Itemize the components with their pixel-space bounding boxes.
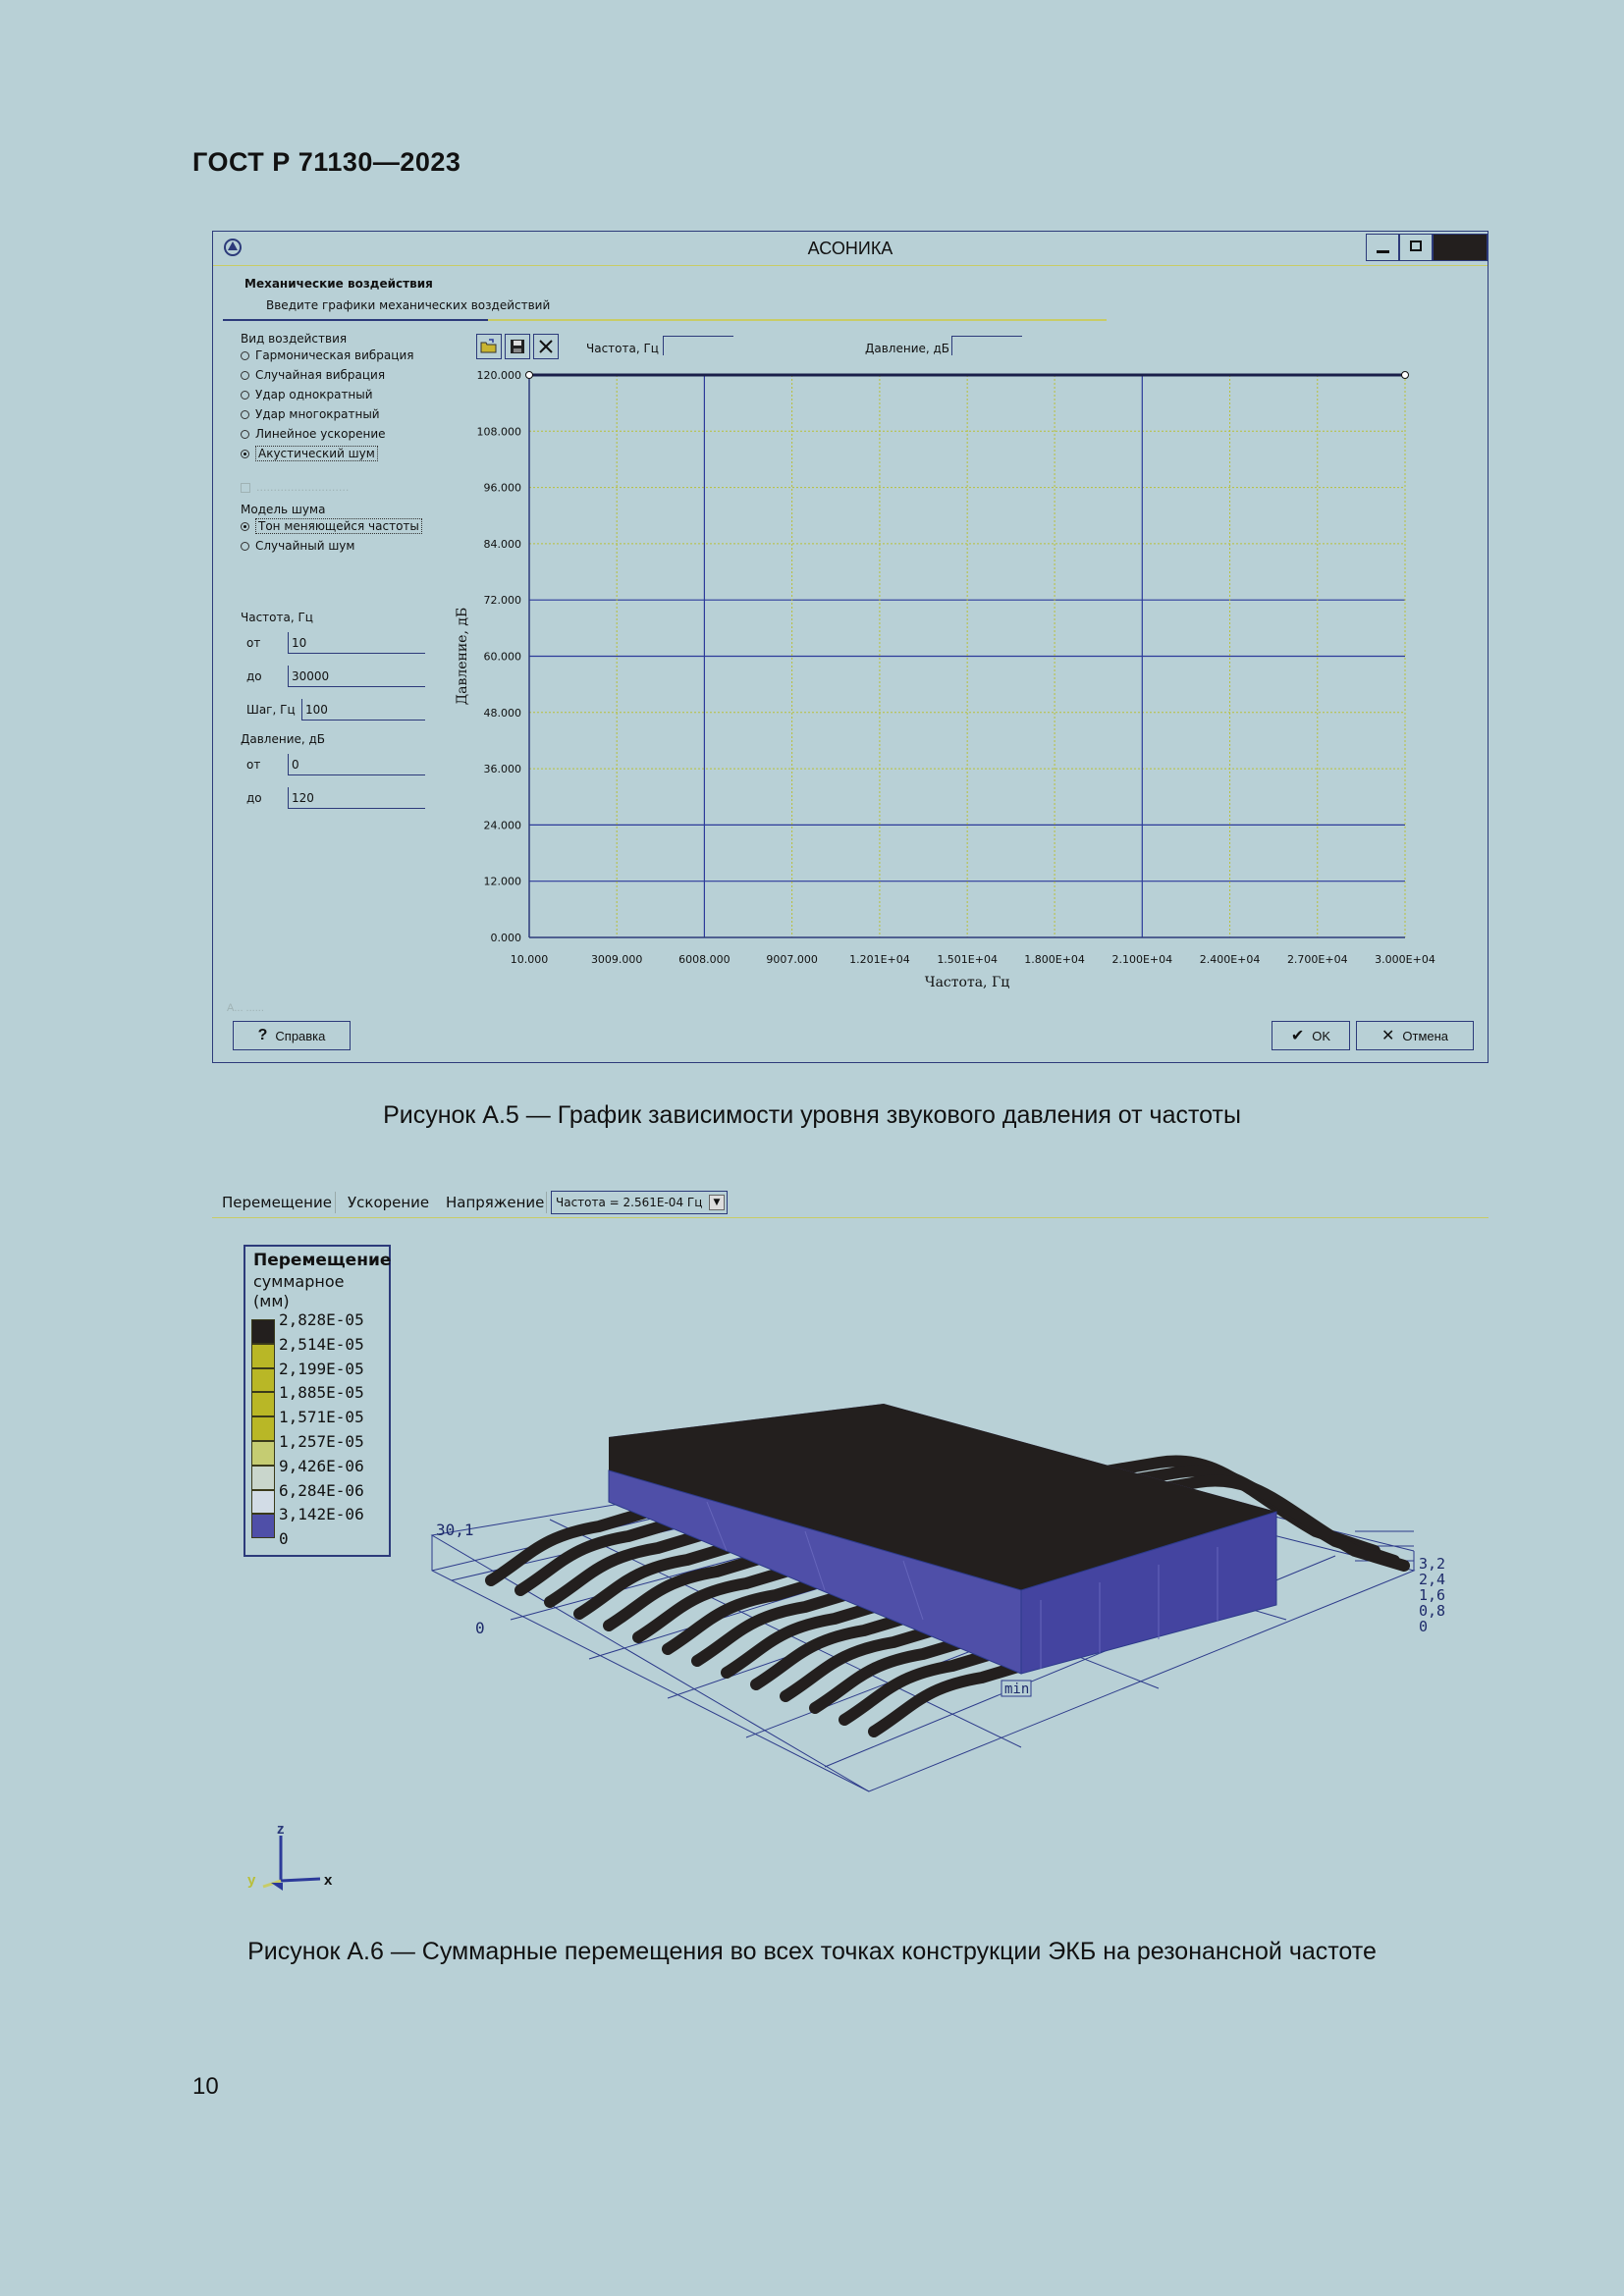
freq-point-input[interactable] [663, 336, 733, 355]
open-button[interactable] [476, 334, 502, 359]
chart-toolbar [476, 334, 559, 359]
x-tick-label: 1.800E+04 [1024, 953, 1085, 966]
y-tick-label: 96.000 [483, 481, 521, 495]
noise-model-radio-label: Тон меняющейся частоты [255, 518, 422, 534]
freq-to-row [241, 664, 425, 689]
pressure-point-input[interactable] [951, 336, 1022, 355]
freq-step-row [241, 697, 425, 722]
disabled-checkbox [241, 483, 250, 493]
freq-from-label: от [246, 636, 261, 650]
x-tick-label: 6008.000 [678, 953, 731, 966]
legend-swatch [251, 1441, 275, 1466]
legend-value: 1,571E-05 [279, 1408, 364, 1427]
component-body [609, 1404, 1276, 1674]
freq-from-input[interactable]: 10 [288, 632, 425, 654]
section-divider [223, 319, 1107, 321]
pressure-frequency-chart [449, 365, 1482, 993]
freq-point-label: Частота, Гц [586, 342, 659, 355]
pressure-to-label: до [246, 791, 262, 805]
frequency-select[interactable] [551, 1191, 728, 1214]
delete-icon [538, 339, 554, 354]
tab-separator [335, 1192, 336, 1213]
disabled-checkbox-row [241, 481, 349, 494]
right-scale-label: 0 [1419, 1618, 1429, 1635]
min-marker: min [1004, 1682, 1030, 1697]
displacement-legend [244, 1245, 391, 1557]
legend-swatch [251, 1319, 275, 1344]
close-button[interactable] [1433, 234, 1488, 261]
legend-value: 1,257E-05 [279, 1432, 364, 1451]
freq-from-row [241, 630, 425, 656]
freq-to-input[interactable]: 30000 [288, 666, 425, 687]
noise-model-radio-label: Случайный шум [255, 539, 355, 553]
impact-type-radio[interactable] [241, 365, 413, 385]
frequency-group [241, 611, 425, 722]
delete-button[interactable] [533, 334, 559, 359]
noise-model-radio[interactable] [241, 516, 422, 536]
ok-button[interactable] [1272, 1021, 1350, 1050]
status-text: А... ...... [227, 1002, 264, 1014]
ok-button-label: OK [1312, 1028, 1331, 1043]
impact-type-radio[interactable] [241, 444, 413, 463]
legend-swatch [251, 1392, 275, 1416]
legend-value: 3,142E-06 [279, 1505, 364, 1524]
pressure-label: Давление, дБ [241, 732, 326, 746]
freq-step-input[interactable]: 100 [301, 699, 425, 721]
legend-swatch [251, 1416, 275, 1441]
legend-entry [251, 1529, 289, 1563]
impact-type-options [241, 346, 413, 463]
open-folder-icon [480, 339, 498, 354]
disabled-checkbox-label: ........................... [256, 481, 350, 494]
legend-value: 6,284E-06 [279, 1480, 364, 1500]
impact-type-radio-label: Удар однократный [255, 388, 373, 401]
noise-model-label: Модель шума [241, 503, 326, 516]
legend-units: (мм) [253, 1292, 290, 1310]
legend-value: 0 [279, 1529, 289, 1549]
cancel-button[interactable] [1356, 1021, 1474, 1050]
legend-value: 2,828E-05 [279, 1310, 364, 1329]
right-scale-label: 2,4 [1419, 1571, 1446, 1588]
impact-type-label: Вид воздействия [241, 332, 348, 346]
minimize-icon [1377, 250, 1389, 253]
y-tick-label: 60.000 [483, 650, 521, 664]
legend-swatch [251, 1466, 275, 1490]
y-tick-label: 36.000 [483, 763, 521, 776]
legend-title: Перемещение [253, 1251, 392, 1270]
section-subtitle: Введите графики механических воздействий [266, 298, 551, 312]
save-button[interactable] [505, 334, 530, 359]
axis-triad-icon [242, 1822, 359, 1900]
section-title: Механические воздействия [244, 277, 433, 291]
maximize-icon [1410, 240, 1422, 251]
triad-z-label: z [277, 1822, 285, 1838]
cancel-button-label: Отмена [1402, 1028, 1449, 1043]
series-point[interactable] [1402, 372, 1409, 379]
x-tick-label: 3009.000 [590, 953, 643, 966]
cancel-icon: ✕ [1380, 1028, 1395, 1044]
triad-x-label: x [324, 1872, 333, 1889]
legend-value: 1,885E-05 [279, 1383, 364, 1403]
radio-button-icon[interactable] [241, 522, 249, 531]
figure-a5-caption: Рисунок А.5 — График зависимости уровня звукового давления от частоты [383, 1101, 1241, 1129]
x-tick-label: 10.000 [510, 953, 549, 966]
tab-acceleration[interactable]: Ускорение [348, 1194, 430, 1211]
y-tick-label: 12.000 [483, 875, 521, 888]
tab-displacement[interactable]: Перемещение [222, 1194, 332, 1211]
legend-value: 2,514E-05 [279, 1334, 364, 1354]
pressure-from-input[interactable]: 0 [288, 754, 425, 775]
y-tick-label: 72.000 [483, 594, 521, 608]
legend-entry [251, 1505, 364, 1538]
y-tick-label: 0.000 [490, 932, 521, 944]
help-icon: ? [257, 1027, 268, 1043]
results-tabbar [212, 1188, 1489, 1218]
pressure-to-input[interactable]: 120 [288, 787, 425, 809]
page-number: 10 [192, 2073, 219, 2100]
impact-type-radio-label: Акустический шум [255, 446, 378, 461]
y-tick-label: 120.000 [476, 369, 521, 382]
tab-separator [546, 1192, 547, 1213]
legend-swatch [251, 1490, 275, 1515]
legend-value: 2,199E-05 [279, 1359, 364, 1378]
noise-model-options [241, 516, 422, 556]
x-axis-title: Частота, Гц [924, 975, 1010, 990]
legend-swatch [251, 1514, 275, 1538]
help-button-label: Справка [275, 1028, 326, 1043]
impact-type-radio[interactable] [241, 404, 413, 424]
chevron-down-icon: ▼ [709, 1195, 725, 1210]
right-scale-label: 0,8 [1419, 1602, 1446, 1620]
y-axis-title: Давление, дБ [455, 607, 470, 706]
help-button[interactable] [233, 1021, 351, 1050]
maximize-button[interactable] [1399, 234, 1433, 261]
impact-type-radio[interactable] [241, 346, 413, 365]
radio-button-icon[interactable] [241, 450, 249, 458]
impact-type-radio-label: Линейное ускорение [255, 427, 386, 441]
pressure-point-label: Давление, дБ [865, 342, 950, 355]
legend-swatch [251, 1368, 275, 1393]
pressure-to-row [241, 785, 425, 811]
frequency-label: Частота, Гц [241, 611, 313, 624]
radio-button-icon[interactable] [241, 542, 249, 551]
x-tick-label: 2.100E+04 [1111, 953, 1173, 966]
radio-button-icon[interactable] [241, 410, 249, 419]
legend-swatch [251, 1344, 275, 1368]
impact-type-radio[interactable] [241, 424, 413, 444]
window-title: АСОНИКА [807, 239, 893, 258]
freq-to-label: до [246, 669, 262, 683]
radio-button-icon[interactable] [241, 371, 249, 380]
impact-type-radio[interactable] [241, 385, 413, 404]
impact-type-radio-label: Гармоническая вибрация [255, 348, 414, 362]
impact-type-group [241, 332, 413, 463]
ekb-3d-model-view [412, 1355, 1492, 1806]
checkmark-icon: ✔ [1290, 1028, 1305, 1044]
impact-type-radio-label: Случайная вибрация [255, 368, 386, 382]
legend-value: 9,426E-06 [279, 1456, 364, 1475]
x-tick-label: 2.700E+04 [1286, 953, 1348, 966]
x-tick-label: 2.400E+04 [1199, 953, 1261, 966]
y-tick-label: 108.000 [476, 425, 521, 439]
save-icon [510, 339, 525, 354]
impact-type-radio-label: Удар многократный [255, 407, 380, 421]
series-point[interactable] [526, 372, 533, 379]
frequency-select-value: Частота = 2.561E-04 Гц [556, 1196, 703, 1209]
right-scale-label: 3,2 [1419, 1555, 1446, 1573]
x-tick-label: 1.501E+04 [937, 953, 998, 966]
pressure-group [241, 732, 425, 811]
tab-stress[interactable]: Напряжение [446, 1194, 545, 1211]
noise-model-radio[interactable] [241, 536, 422, 556]
triad-y-label: y [247, 1872, 256, 1889]
y-tick-label: 84.000 [483, 537, 521, 551]
radio-button-icon[interactable] [241, 351, 249, 360]
axis-label-origin: 0 [475, 1619, 485, 1637]
x-tick-label: 1.201E+04 [849, 953, 910, 966]
figure-a6-caption: Рисунок А.6 — Суммарные перемещения во всех точках конструкции ЭКБ на резонансной частоте [247, 1938, 1377, 1965]
pressure-from-label: от [246, 758, 261, 772]
right-scale-label: 1,6 [1419, 1586, 1446, 1604]
radio-button-icon[interactable] [241, 430, 249, 439]
y-tick-label: 24.000 [483, 819, 521, 832]
noise-model-group [241, 503, 422, 556]
x-tick-label: 9007.000 [766, 953, 818, 966]
minimize-button[interactable] [1366, 234, 1399, 261]
asonika-window [212, 231, 1489, 1063]
legend-subtitle: суммарное [253, 1272, 345, 1291]
window-titlebar [213, 232, 1488, 266]
x-tick-label: 3.000E+04 [1375, 953, 1435, 966]
y-tick-label: 48.000 [483, 706, 521, 720]
axis-label-max: 30,1 [436, 1521, 474, 1539]
radio-button-icon[interactable] [241, 391, 249, 400]
pressure-from-row [241, 752, 425, 777]
document-header: ГОСТ Р 71130—2023 [192, 147, 461, 177]
freq-step-label: Шаг, Гц [246, 703, 296, 717]
